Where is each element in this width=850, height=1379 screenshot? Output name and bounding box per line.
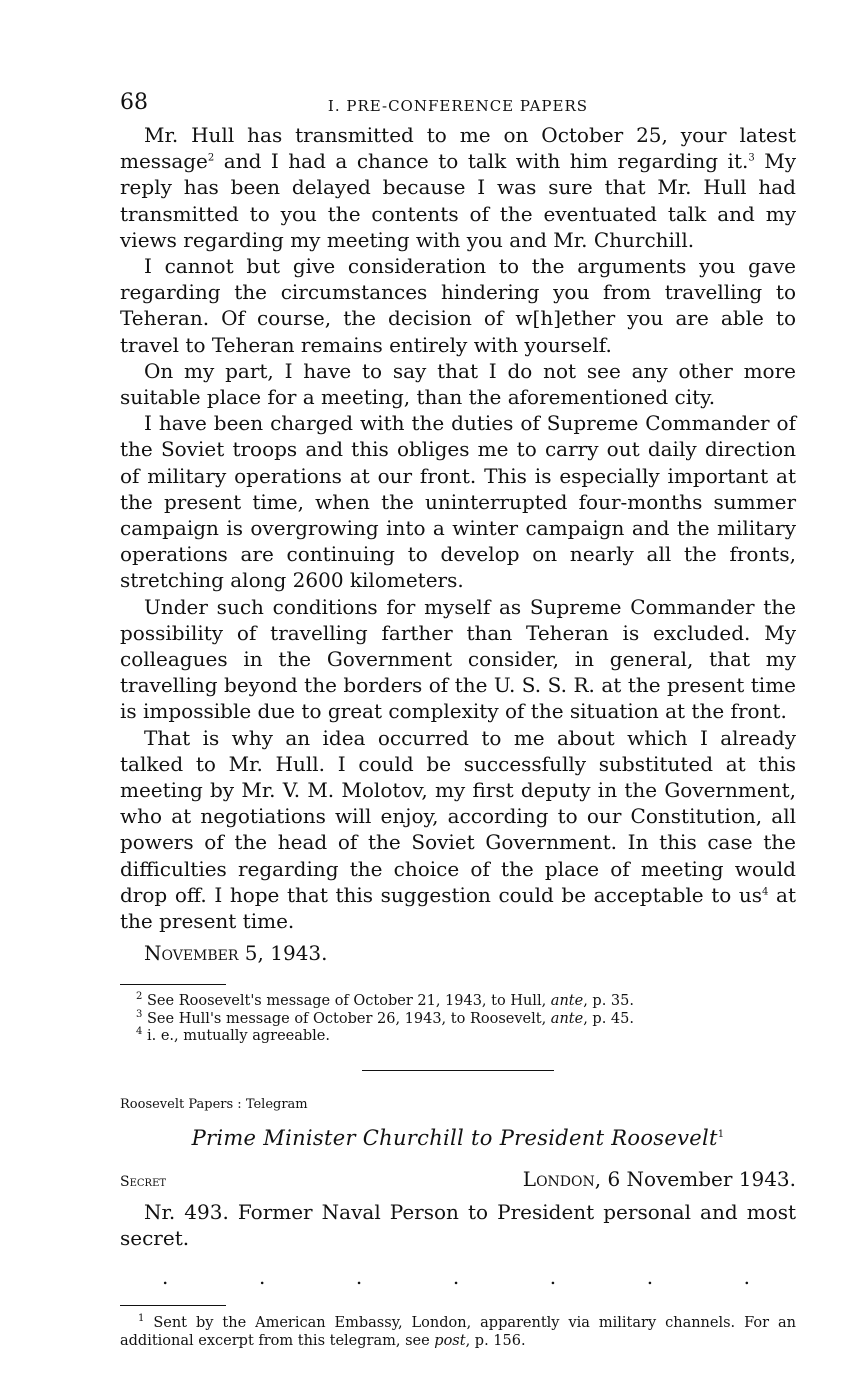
omission-dots: . . . . . . . xyxy=(162,1264,750,1289)
classification-row xyxy=(120,1166,796,1195)
letter-paragraph: On my part, I have to say that I do not see any other more suitable place for a meeting, than the aforementioned city. xyxy=(120,358,796,410)
letter-body xyxy=(120,122,796,934)
section-divider xyxy=(362,1070,554,1071)
letter-date: November 5, 1943. xyxy=(144,941,328,966)
footnote-ref[interactable]: 1 xyxy=(717,1128,725,1140)
page-header xyxy=(120,90,796,122)
classification-label: Secret xyxy=(120,1173,167,1190)
running-head: I. PRE-CONFERENCE PAPERS xyxy=(327,97,589,115)
footnote-rule xyxy=(120,984,226,985)
document-page xyxy=(120,90,796,1350)
place-date: London, 6 November 1943. xyxy=(522,1166,796,1191)
letter-paragraph: I cannot but give consideration to the arguments you gave regarding the circumstances hindering you from travelling to Teheran. Of course, the decision of w[h]ether you are able to travel to Teheran remains entirely with yourself. xyxy=(120,254,796,357)
letter-paragraph: Under such conditions for myself as Supreme Commander the possibility of travelling farther than Teheran is excluded. My colleagues in the Government consider, in general, that my travelling beyond the borders of the U. S. S. R. at the present time is impossible due to great complexity of the situation at the front. xyxy=(120,594,796,724)
footnotes xyxy=(120,993,796,1046)
footnote: $^2$ See Roosevelt's message of October 21, 1943, to Hull, ante, p. 35. xyxy=(136,991,634,1010)
letter-paragraph: That is why an idea occurred to me about which I already talked to Mr. Hull. I could be successfully substituted at this meeting by Mr. V. M. Molotov, my first deputy in the Government, who at negotiations will enjoy, according to our Constitution, all powers of the head of the Soviet Government. In this case the difficulties regarding the choice of the place of meeting would drop off. I hope that this suggestion could be acceptable to $us^4$ at the present time. xyxy=(120,725,796,934)
footnote-ref[interactable]: 3 xyxy=(748,152,755,164)
footnote: $^3$ See Hull's message of October 26, 1943, to Roosevelt, ante, p. 45. xyxy=(136,1008,634,1027)
letter-paragraph: Mr. Hull has transmitted to me on October 25, your latest message$^2$ and I had a chance to talk with him regarding it.$^3$ My reply has been delayed because I was sure that Mr. Hull had transmitted to you the contents of the eventuated talk and my views regarding my meeting with you and Mr. Churchill. xyxy=(120,123,796,252)
document-title: Prime Minister Churchill to President Roosevelt$^1$ xyxy=(191,1125,725,1150)
document-source: Roosevelt Papers : Telegram xyxy=(120,1096,308,1112)
footnote-rule xyxy=(120,1305,226,1306)
telegram-text: Nr. 493. Former Naval Person to President personal and most secret. xyxy=(120,1199,796,1250)
footnote-ref[interactable]: 4 xyxy=(762,886,769,898)
letter-paragraph: I have been charged with the duties of Supreme Commander of the Soviet troops and this obliges me to carry out daily direction of military operations at our front. This is especially important at the present time, when the uninterrupted four-months summer campaign is overgrowing into a winter campaign and the military operations are continuing to develop on nearly all the fronts, stretching along 2600 kilometers. xyxy=(120,411,796,593)
footnote: $^4$ i. e., mutually agreeable. xyxy=(136,1026,330,1045)
footnote: $^1$ Sent by the American Embassy, London, apparently via military channels. For an additional excerpt from this telegram, see post, p. 156. xyxy=(120,1312,796,1349)
page-number: 68 xyxy=(120,90,148,115)
footnote-ref[interactable]: 2 xyxy=(207,152,215,164)
